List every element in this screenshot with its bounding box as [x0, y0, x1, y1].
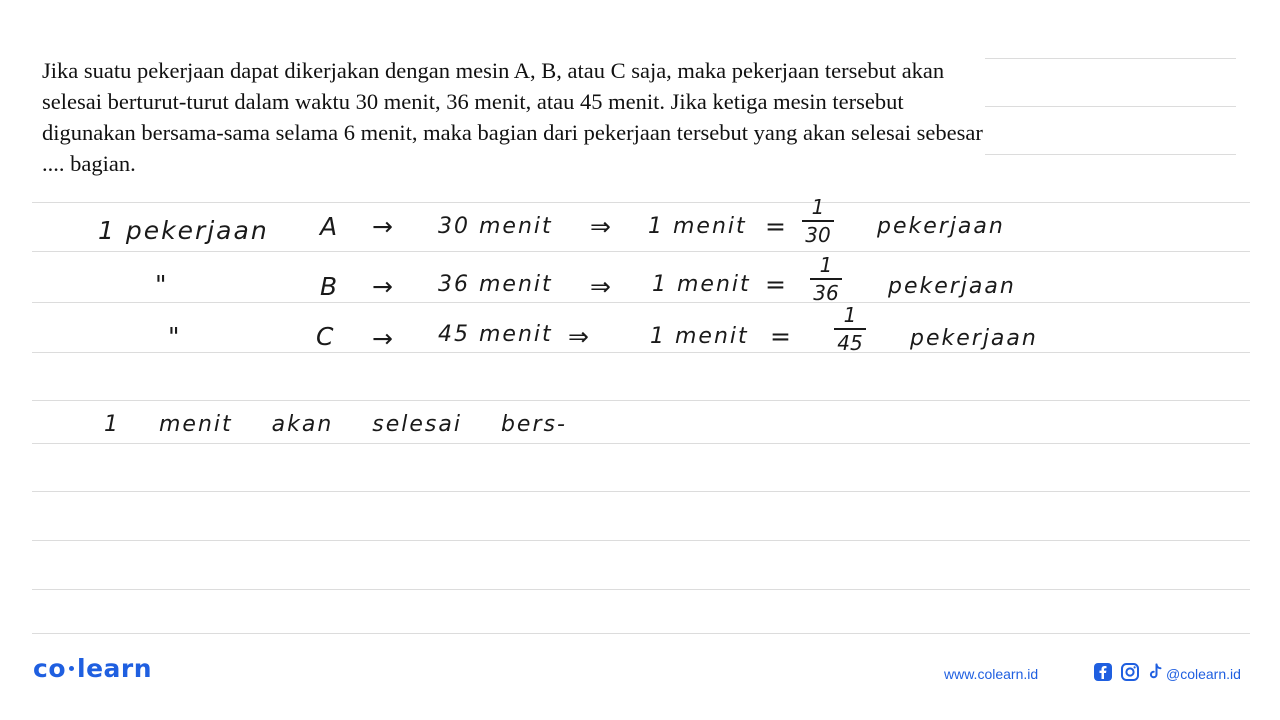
website-link[interactable]: www.colearn.id [944, 666, 1039, 682]
hw-unit: 1 menit [652, 272, 751, 297]
ruled-line [32, 400, 1250, 401]
instagram-icon[interactable] [1120, 662, 1140, 682]
arrow-icon: → [372, 212, 395, 241]
hw-row-label: " [155, 270, 169, 299]
hw-time: 36 menit [438, 272, 553, 297]
ruled-line [32, 251, 1250, 252]
ruled-line [985, 106, 1236, 107]
hw-machine: C [316, 322, 336, 351]
implies-icon: ⇒ [568, 322, 591, 351]
hw-fraction [830, 304, 870, 354]
ruled-line [32, 302, 1250, 303]
implies-icon: ⇒ [590, 272, 613, 301]
hw-fraction [798, 196, 838, 246]
ruled-line [32, 352, 1250, 353]
hw-time: 45 menit [438, 322, 553, 347]
fraction-bar [834, 328, 866, 330]
hw-row-label: " [168, 322, 182, 351]
fraction-numerator: 1 [811, 195, 825, 219]
fraction-numerator: 1 [843, 303, 857, 327]
logo-dot [69, 666, 74, 671]
hw-row-label: 1 pekerjaan [98, 216, 269, 245]
hw-equals: = [765, 212, 788, 241]
question-text: Jika suatu pekerjaan dapat dikerjakan dengan mesin A, B, atau C saja, maka pekerjaan tersebut akan selesai berturut-turut dalam waktu 30 menit, 36 menit, atau 45 menit. Jika ketiga mesin tersebut digunakan bersama-sama selama 6 menit, maka bagian dari pekerjaan tersebut yang akan selesai sebesar .... bagian. [42, 58, 983, 176]
fraction-denominator: 36 [813, 281, 839, 305]
fraction-denominator: 45 [837, 331, 863, 355]
social-handle[interactable]: @colearn.id [1166, 666, 1241, 682]
hw-note-line: 1 menit akan selesai bers- [104, 412, 567, 437]
ruled-line [32, 589, 1250, 590]
fraction-denominator: 30 [805, 223, 831, 247]
logo-right-text: learn [77, 654, 153, 683]
hw-machine: A [320, 212, 340, 241]
ruled-line [32, 443, 1250, 444]
fraction-bar [810, 278, 842, 280]
ruled-line [32, 633, 1250, 634]
hw-word: pekerjaan [910, 326, 1038, 351]
implies-icon: ⇒ [590, 212, 613, 241]
logo-left-text: co [33, 654, 66, 683]
facebook-icon[interactable] [1093, 662, 1113, 682]
brand-logo[interactable] [33, 654, 152, 683]
fraction-numerator: 1 [819, 253, 833, 277]
hw-equals: = [770, 322, 793, 351]
fraction-bar [802, 220, 834, 222]
ruled-line [985, 154, 1236, 155]
hw-equals: = [765, 270, 788, 299]
hw-time: 30 menit [438, 214, 553, 239]
hw-unit: 1 menit [650, 324, 749, 349]
hw-fraction [806, 254, 846, 304]
ruled-line [32, 540, 1250, 541]
arrow-icon: → [372, 324, 395, 353]
hw-word: pekerjaan [877, 214, 1005, 239]
tiktok-icon[interactable] [1145, 662, 1165, 682]
ruled-line [985, 58, 1236, 59]
arrow-icon: → [372, 272, 395, 301]
hw-word: pekerjaan [888, 274, 1016, 299]
ruled-line [32, 491, 1250, 492]
hw-unit: 1 menit [648, 214, 747, 239]
ruled-line [32, 202, 1250, 203]
hw-machine: B [320, 272, 340, 301]
